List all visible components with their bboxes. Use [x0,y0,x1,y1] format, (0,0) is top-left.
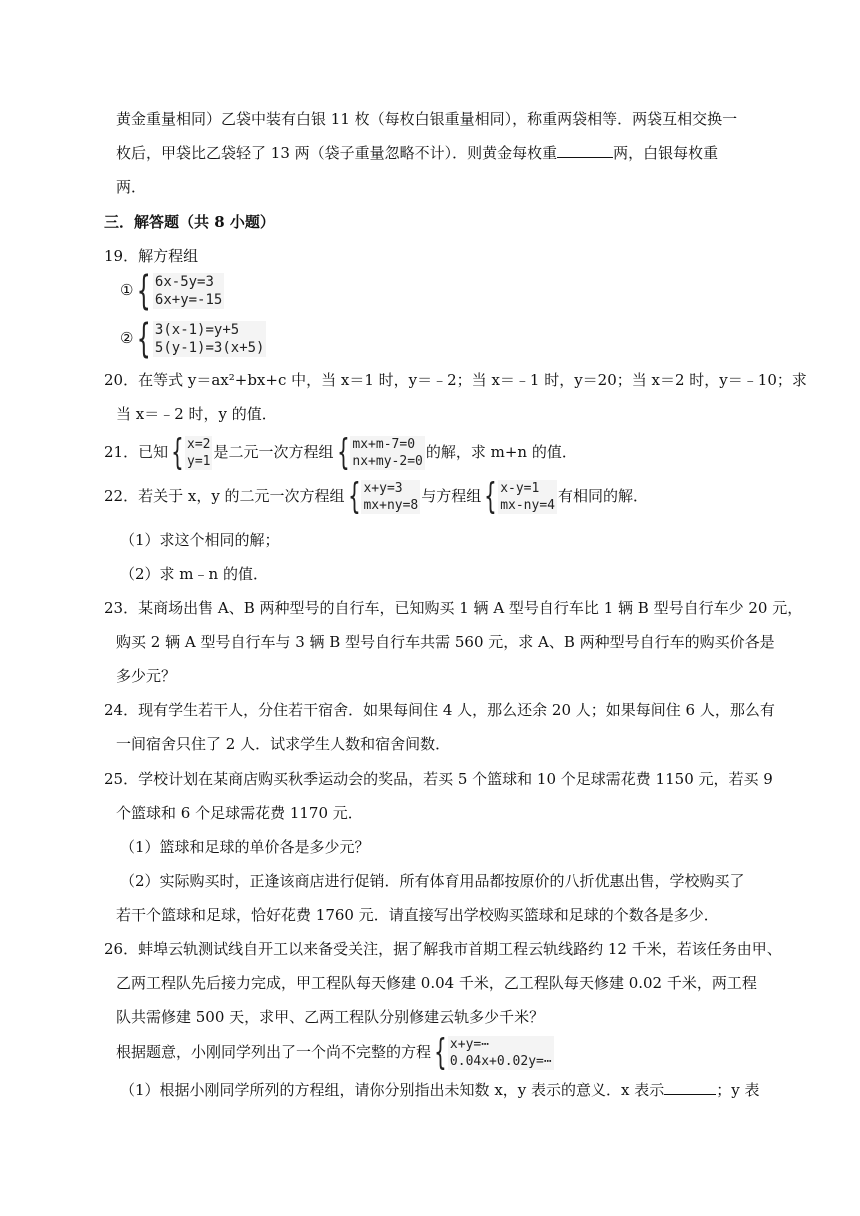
q18-line2-b: 两，白银每枚重 [613,144,719,162]
q22-line [104,476,648,516]
q23-line2: 购买 2 辆 A 型号自行车与 3 辆 B 型号自行车共需 560 元，求 A、B 两种型号自行车的购买价各是 [116,633,775,651]
q19-marker-1: ① [120,281,134,299]
q22-part1: （1）求这个相同的解； [120,531,280,549]
q23-line3: 多少元？ [116,667,177,685]
answer-blank-x[interactable] [664,1080,716,1095]
q26-part1-b: ；y 表 [716,1081,760,1099]
brace-icon: { [484,476,498,517]
eq-line: mx+m-7=0 [352,437,416,452]
q18-line1: 黄金重量相同）乙袋中装有白银 11 枚（每枚白银重量相同），称重两袋相等．两袋互相交换一 [116,110,738,128]
answer-blank-gold[interactable] [557,143,613,158]
q18-line3: 两． [116,178,147,196]
q25-line2: 个篮球和 6 个足球需花费 1170 元． [116,804,363,822]
brace-icon: { [347,476,361,517]
q22-system-2 [482,476,557,517]
eq-line: y=1 [187,454,211,469]
eq-line: 6x+y=-15 [154,292,223,308]
q25-part1: （1）篮球和足球的单价各是多少元？ [120,838,370,856]
q22-pre: 22．若关于 x，y 的二元一次方程组 [104,487,345,505]
eq-line: nx+my-2=0 [352,454,423,469]
section-heading: 三．解答题（共 8 小题） [104,213,275,231]
q26-line4-text: 根据题意，小刚同学列出了一个尚不完整的方程 [116,1043,432,1061]
q22-system-1 [346,476,421,517]
q24-line1: 24．现有学生若干人，分住若干宿舍．如果每间住 4 人，那么还余 20 人；如果每间住 6 人，那么有 [104,701,775,719]
q25-line1: 25．学校计划在某商店购买秋季运动会的奖品，若买 5 个篮球和 10 个足球需花费 1150 元，若买 9 [104,770,773,788]
eq-line: x-y=1 [500,481,540,496]
q19-number: 19． [104,247,139,265]
eq-line: mx+ny=8 [363,498,419,513]
q24-line2: 一间宿舍只住了 2 人．试求学生人数和宿舍间数． [116,735,451,753]
q26-line4 [116,1032,555,1072]
q18-line2-a: 枚后，甲袋比乙袋轻了 13 两（袋子重量忽略不计）．则黄金每枚重 [116,144,558,162]
q21-post: 的解，求 m+n 的值． [425,443,577,461]
q26-line1: 26．蚌埠云轨测试线自开工以来备受关注，据了解我市首期工程云轨线路约 12 千米，若该任务由甲、 [104,940,782,958]
q26-part1-a: （1）根据小刚同学所列的方程组，请你分别指出未知数 x，y 表示的意义．x 表示 [120,1081,665,1099]
brace-icon: { [336,432,350,473]
q23-line1: 23．某商场出售 A、B 两种型号的自行车，已知购买 1 辆 A 型号自行车比 1 辆 B 型号自行车少 20 元， [104,599,803,617]
equation-system-1 [134,268,224,314]
q21-mid: 是二元一次方程组 [213,443,334,461]
eq-line: x+y=⋯ [449,1037,490,1052]
brace-icon: { [137,268,152,314]
q21-pre: 21．已知 [104,443,169,461]
q19-system-1 [120,268,225,314]
q21-system [335,432,425,473]
q21-solution [169,432,212,473]
q25-part2a: （2）实际购买时，正逢该商店进行促销．所有体育用品都按原价的八折优惠出售，学校购买了 [120,872,745,890]
q19-stem [104,246,198,266]
q18-line2 [116,143,718,163]
eq-line: 3(x-1)=y+5 [154,322,240,338]
equation-system-2 [134,316,266,362]
q26-line3: 队共需修建 500 天，求甲、乙两工程队分别修建云轨多少千米？ [116,1008,545,1026]
q19-text: 解方程组 [138,247,199,265]
q26-part1 [120,1080,760,1100]
q19-system-2 [120,316,267,362]
q20-line2: 当 x＝﹣2 时，y 的值． [116,405,277,423]
eq-line: 6x-5y=3 [154,274,214,290]
eq-line: 5(y-1)=3(x+5) [154,340,265,356]
eq-line: x+y=3 [363,481,403,496]
brace-icon: { [434,1032,447,1073]
eq-line: x=2 [187,437,211,452]
brace-icon: { [137,316,152,362]
q21-line [104,432,577,472]
q19-marker-2: ② [120,329,134,347]
q22-post: 有相同的解． [557,487,648,505]
brace-icon: { [171,432,184,473]
q20-line1: 20．在等式 y＝ax²+bx+c 中，当 x＝1 时，y＝﹣2；当 x＝﹣1 时，y＝20；当 x＝2 时，y＝﹣10；求 [104,371,807,389]
eq-line: mx-ny=4 [500,498,555,513]
q25-part2b: 若干个篮球和足球，恰好花费 1760 元．请直接写出学校购买篮球和足球的个数各是多少． [116,906,719,924]
q22-part2: （2）求 m﹣n 的值． [120,565,268,583]
q22-mid: 与方程组 [421,487,482,505]
q26-line2: 乙两工程队先后接力完成，甲工程队每天修建 0.04 千米，乙工程队每天修建 0.02 千米，两工程 [116,974,757,992]
eq-line: 0.04x+0.02y=⋯ [449,1054,552,1069]
q26-system [432,1032,554,1073]
